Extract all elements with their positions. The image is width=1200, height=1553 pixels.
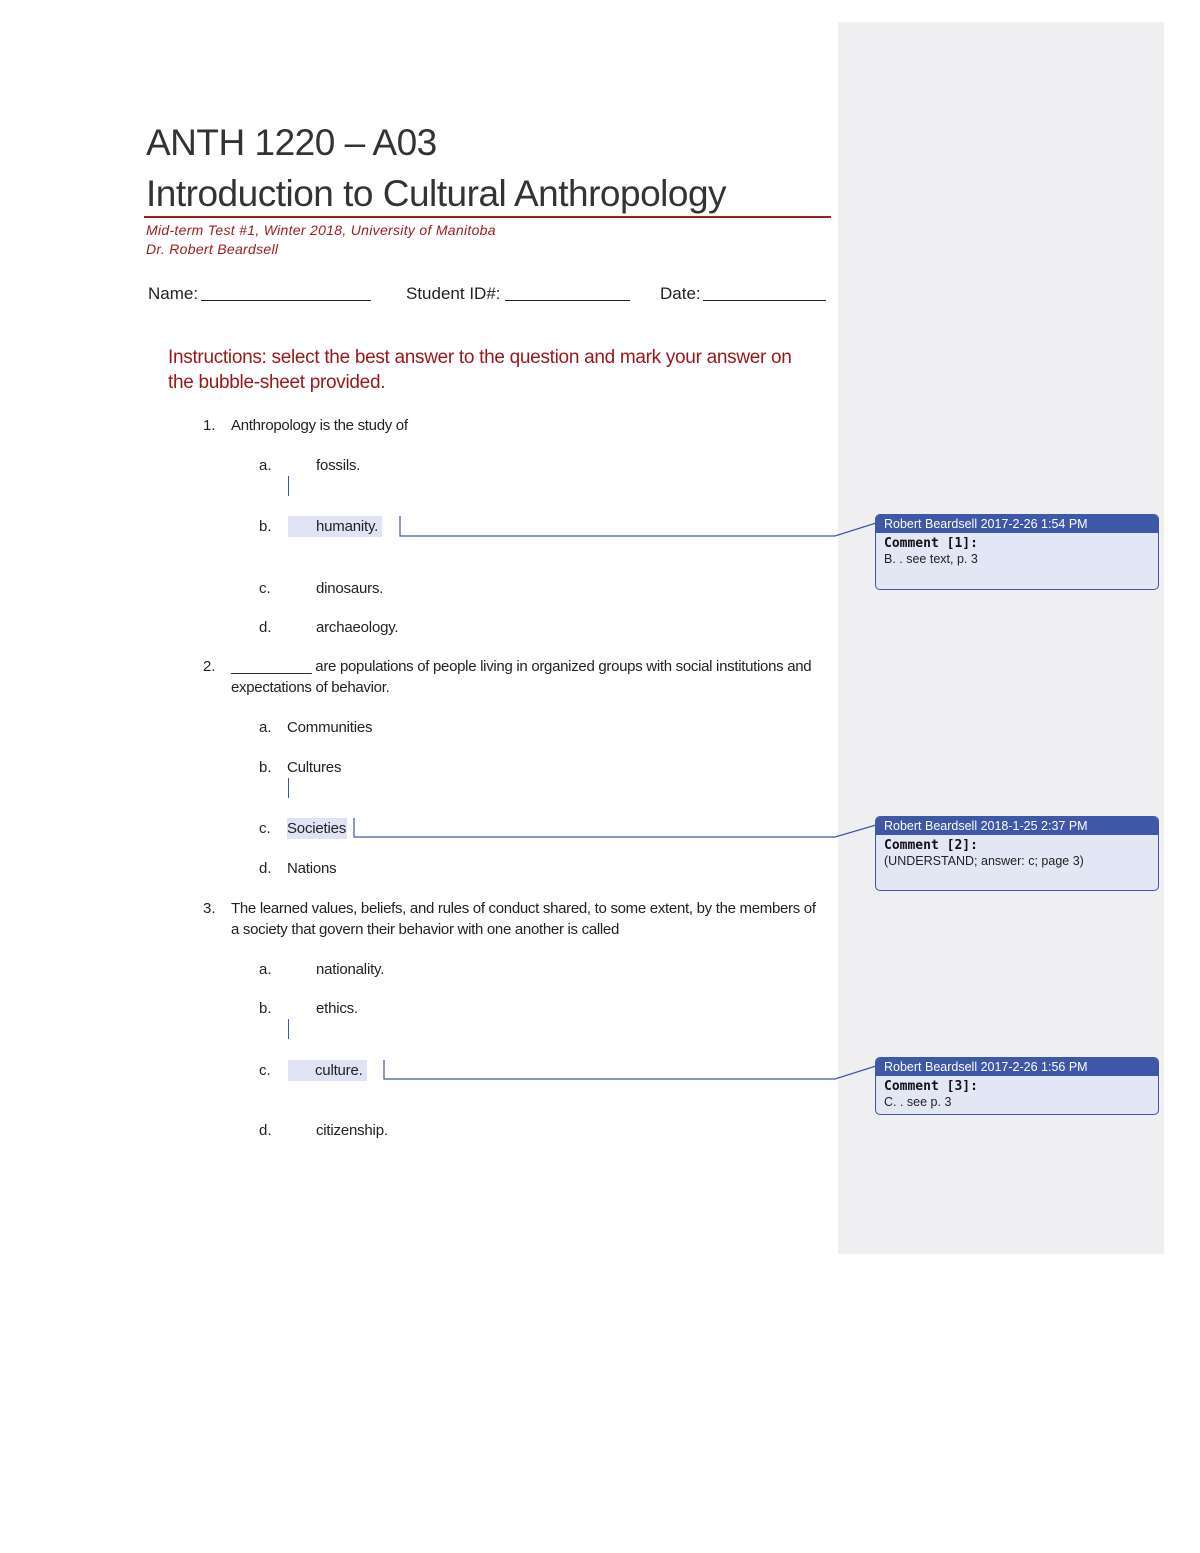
question-3-option-d-letter: d. <box>259 1122 272 1139</box>
instructor-name: Dr. Robert Beardsell <box>146 241 279 257</box>
question-2-option-a: Communities <box>287 719 373 736</box>
question-2-option-b-letter: b. <box>259 759 272 776</box>
comment-balloon-1[interactable] <box>875 514 1159 590</box>
comment-2-header: Robert Beardsell 2018-1-25 2:37 PM <box>876 817 1158 835</box>
exam-subtitle: Mid-term Test #1, Winter 2018, University of Manitoba <box>146 222 496 238</box>
date-field-label: Date: <box>660 284 701 303</box>
question-1-option-d: archaeology. <box>316 619 399 636</box>
comment-2-connector <box>354 818 876 837</box>
question-2-option-a-letter: a. <box>259 719 272 736</box>
student-id-field[interactable] <box>505 300 630 301</box>
question-1-option-a-letter: a. <box>259 457 272 474</box>
question-2-option-d-letter: d. <box>259 860 272 877</box>
question-1-option-b[interactable]: humanity. <box>288 516 382 537</box>
question-1-option-a: fossils. <box>316 457 361 474</box>
question-1-option-c-letter: c. <box>259 580 271 597</box>
name-field[interactable] <box>201 300 371 301</box>
comment-1-header: Robert Beardsell 2017-2-26 1:54 PM <box>876 515 1158 533</box>
question-3-option-d: citizenship. <box>316 1122 388 1139</box>
instructions: Instructions: select the best answer to the question and mark your answer on the bubble-sheet provided. <box>168 347 792 393</box>
question-3-option-c-letter: c. <box>259 1062 271 1079</box>
question-1-text: Anthropology is the study of <box>231 417 408 434</box>
question-3-option-a-letter: a. <box>259 961 272 978</box>
comment-1-connector <box>400 516 876 536</box>
question-1-number: 1. <box>203 417 216 434</box>
question-2-number: 2. <box>203 658 216 675</box>
question-3-option-b: ethics. <box>316 1000 358 1017</box>
comment-3-header: Robert Beardsell 2017-2-26 1:56 PM <box>876 1058 1158 1076</box>
student-id-field-label: Student ID#: <box>406 284 501 303</box>
comment-2-label: Comment [2]: <box>884 838 978 853</box>
question-2-option-c[interactable]: Societies <box>287 820 347 837</box>
insertion-mark <box>288 476 289 496</box>
comment-1-label: Comment [1]: <box>884 536 978 551</box>
course-title: Introduction to Cultural Anthropology <box>146 173 727 214</box>
question-2-text: __________ are populations of people living in organized groups with social institutions and expectations of behavior. <box>231 658 812 696</box>
question-3-number: 3. <box>203 900 216 917</box>
question-2-option-c-letter: c. <box>259 820 271 837</box>
question-3-text: The learned values, beliefs, and rules of conduct shared, to some extent, by the members of a society that govern their behavior with one another is called <box>231 900 816 938</box>
course-code: ANTH 1220 – A03 <box>146 122 437 163</box>
comment-1-body: B. . see text, p. 3 <box>884 552 978 566</box>
title-divider <box>144 216 831 218</box>
question-2-option-b: Cultures <box>287 759 342 776</box>
question-3-option-a: nationality. <box>316 961 385 978</box>
comment-2-body: (UNDERSTAND; answer: c; page 3) <box>884 854 1084 868</box>
question-1-option-d-letter: d. <box>259 619 272 636</box>
insertion-mark <box>288 1019 289 1039</box>
date-field[interactable] <box>703 300 826 301</box>
question-3-option-c[interactable]: culture. <box>288 1060 367 1081</box>
question-2-option-d: Nations <box>287 860 337 877</box>
comment-balloon-2[interactable] <box>875 816 1159 891</box>
comment-3-connector <box>384 1060 876 1079</box>
comment-3-label: Comment [3]: <box>884 1079 978 1094</box>
question-1-option-c: dinosaurs. <box>316 580 384 597</box>
insertion-mark <box>288 778 289 798</box>
comment-balloon-3[interactable] <box>875 1057 1159 1115</box>
comment-3-body: C. . see p. 3 <box>884 1095 952 1109</box>
question-1-option-b-letter: b. <box>259 518 272 535</box>
question-3-option-b-letter: b. <box>259 1000 272 1017</box>
name-field-label: Name: <box>148 284 199 303</box>
